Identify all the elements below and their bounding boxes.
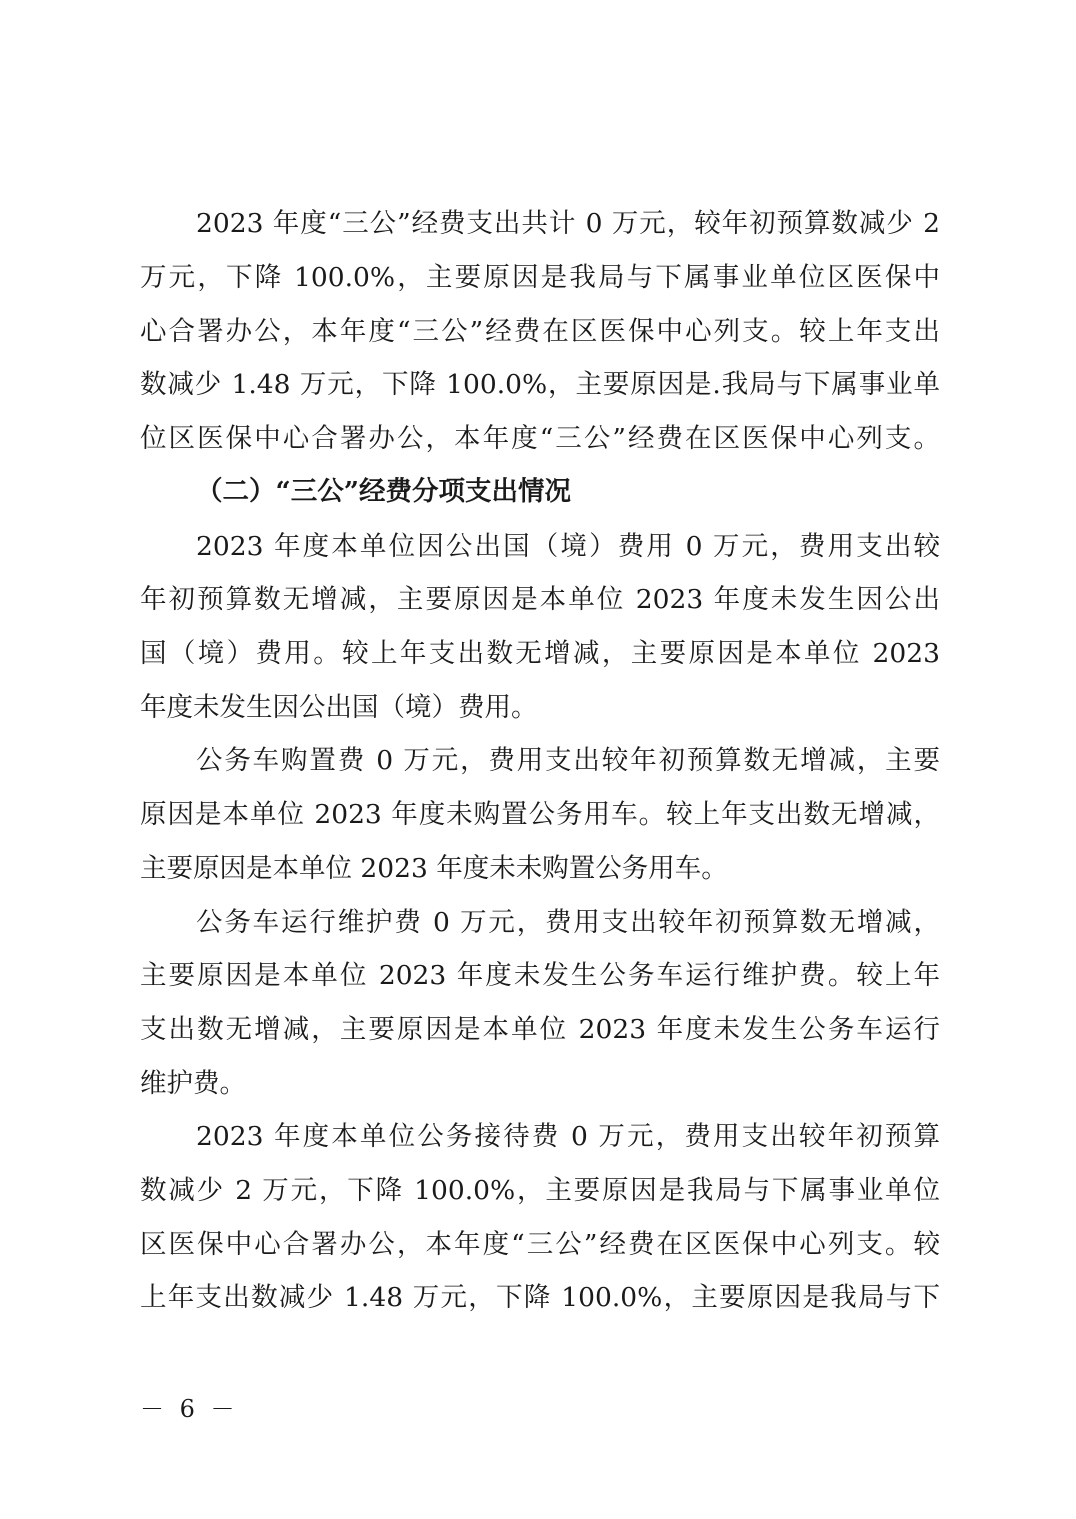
- page-number: － 6 －: [140, 1395, 239, 1423]
- paragraph-line: 支出数无增减，主要原因是本单位 2023 年度未发生公务车运行: [140, 1014, 940, 1045]
- paragraph-line: 年初预算数无增减，主要原因是本单位 2023 年度未发生因公出: [140, 584, 940, 615]
- paragraph-line: 公务车运行维护费 0 万元，费用支出较年初预算数无增减，: [196, 907, 940, 938]
- paragraph-line: 数减少 1.48 万元，下降 100.0%，主要原因是.我局与下属事业单: [140, 369, 940, 400]
- paragraph-line: 主要原因是本单位 2023 年度未发生公务车运行维护费。较上年: [140, 960, 940, 991]
- paragraph-line: 2023 年度本单位公务接待费 0 万元，费用支出较年初预算: [196, 1121, 940, 1152]
- paragraph-line: 国（境）费用。较上年支出数无增减，主要原因是本单位 2023: [140, 638, 940, 669]
- paragraph-line: 原因是本单位 2023 年度未购置公务用车。较上年支出数无增减，: [140, 799, 940, 830]
- paragraph-line: 数减少 2 万元，下降 100.0%，主要原因是我局与下属事业单位: [140, 1175, 940, 1206]
- section-heading: （二）“三公”经费分项支出情况: [196, 476, 571, 507]
- paragraph-line: 区医保中心合署办公，本年度“三公”经费在区医保中心列支。较: [140, 1229, 940, 1260]
- paragraph-line: 2023 年度本单位因公出国（境）费用 0 万元，费用支出较: [196, 531, 940, 562]
- paragraph-line: 主要原因是本单位 2023 年度未未购置公务用车。: [140, 853, 728, 884]
- paragraph-line: 位区医保中心合署办公，本年度“三公”经费在区医保中心列支。: [140, 423, 940, 454]
- paragraph-line: 公务车购置费 0 万元，费用支出较年初预算数无增减，主要: [196, 745, 940, 776]
- paragraph-line: 维护费。: [140, 1068, 246, 1099]
- paragraph-line: 万元，下降 100.0%，主要原因是我局与下属事业单位区医保中: [140, 262, 940, 293]
- paragraph-line: 上年支出数减少 1.48 万元，下降 100.0%，主要原因是我局与下: [140, 1282, 940, 1313]
- paragraph-line: 心合署办公，本年度“三公”经费在区医保中心列支。较上年支出: [140, 316, 940, 347]
- paragraph-line: 年度未发生因公出国（境）费用。: [140, 692, 538, 723]
- paragraph-line: 2023 年度“三公”经费支出共计 0 万元，较年初预算数减少 2: [196, 208, 940, 239]
